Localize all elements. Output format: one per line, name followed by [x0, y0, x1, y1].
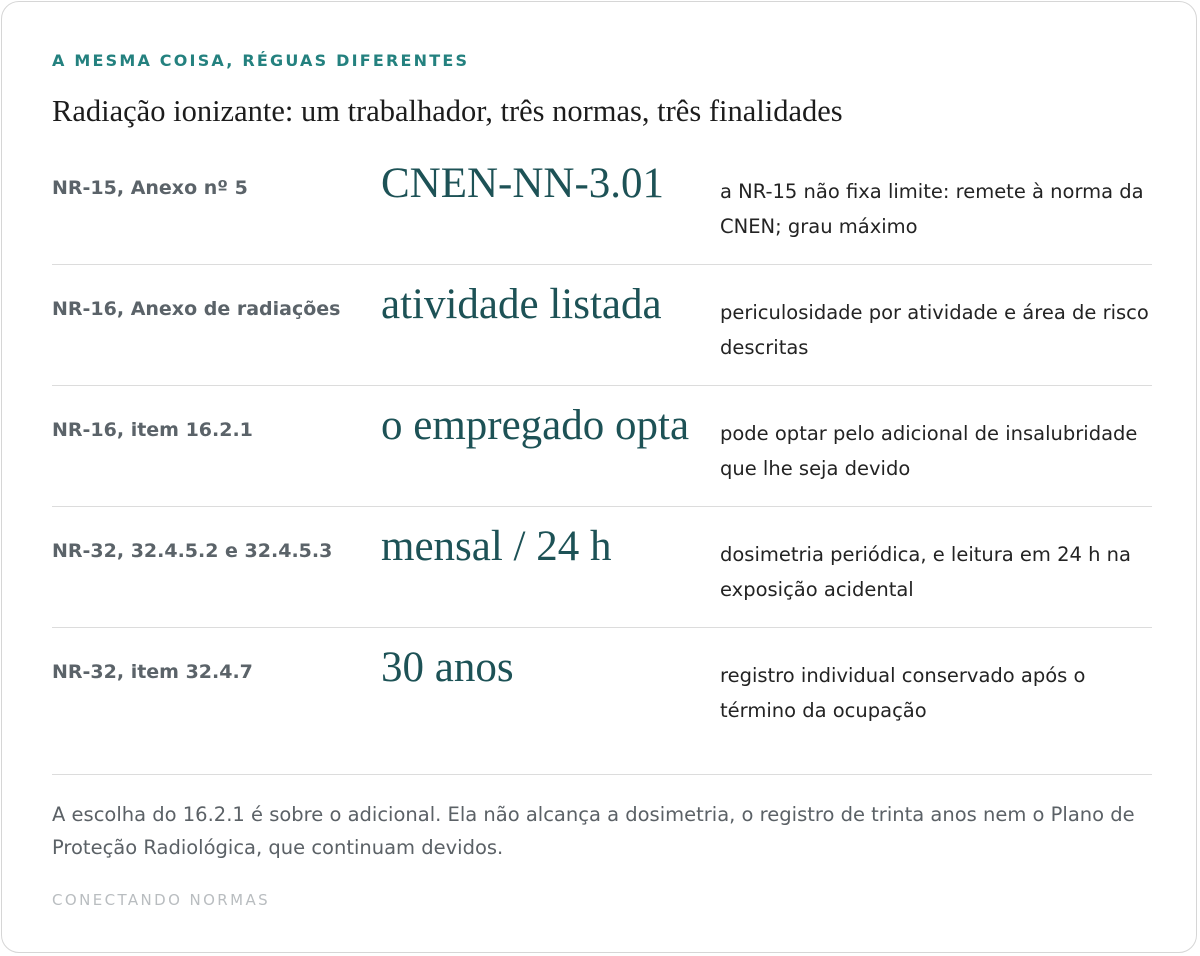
norm-reference: NR-15, Anexo nº 5: [52, 177, 248, 199]
norm-row: [52, 144, 1152, 265]
norm-row: [52, 265, 1152, 386]
norm-reference: NR-32, item 32.4.7: [52, 661, 253, 683]
norm-reference: NR-16, item 16.2.1: [52, 419, 253, 441]
norm-row: [52, 386, 1152, 507]
card: [1, 1, 1197, 953]
norm-row: [52, 628, 1152, 749]
norm-row: [52, 507, 1152, 628]
norm-description: a NR-15 não fixa limite: remete à norma da CNEN; grau máximo: [720, 180, 1144, 238]
norm-description: pode optar pelo adicional de insalubridade que lhe seja devido: [720, 422, 1138, 480]
norm-reference: NR-16, Anexo de radiações: [52, 298, 341, 320]
norms-table: [52, 144, 1152, 749]
footnote: A escolha do 16.2.1 é sobre o adicional. Ela não alcança a dosimetria, o registro de trinta anos nem o Plano de Proteção Radiológica, que continuam devidos.: [52, 803, 1135, 859]
card-title: Radiação ionizante: um trabalhador, três normas, três finalidades: [52, 94, 843, 128]
norm-description: registro individual conservado após o término da ocupação: [720, 664, 1086, 722]
norm-description: dosimetria periódica, e leitura em 24 h na exposição acidental: [720, 543, 1131, 601]
brand-footer: CONECTANDO NORMAS: [52, 891, 271, 909]
norm-description: periculosidade por atividade e área de risco descritas: [720, 301, 1149, 359]
norm-value: mensal / 24 h: [381, 523, 612, 570]
eyebrow-label: A MESMA COISA, RÉGUAS DIFERENTES: [52, 51, 470, 70]
norm-reference: NR-32, 32.4.5.2 e 32.4.5.3: [52, 540, 333, 562]
norm-value: o empregado opta: [381, 402, 690, 449]
norm-value: atividade listada: [381, 281, 662, 328]
norm-value: CNEN-NN-3.01: [381, 160, 665, 207]
norm-value: 30 anos: [381, 644, 514, 691]
divider: [52, 774, 1152, 775]
